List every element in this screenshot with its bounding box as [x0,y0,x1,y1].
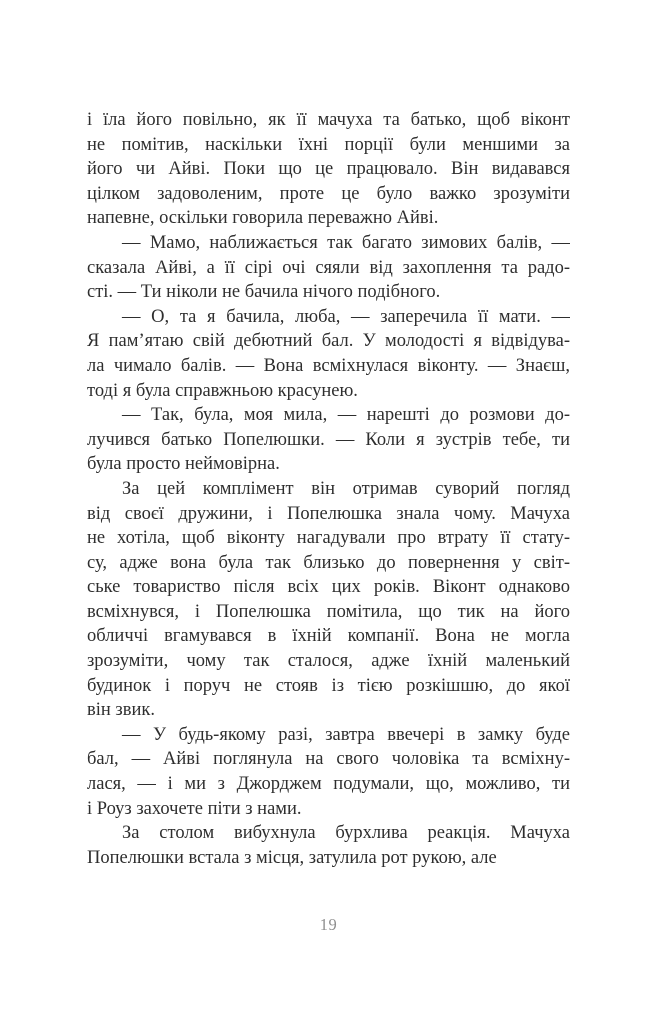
text-line: будинок і поруч не стояв із тією розкішшю, до якої [87,675,570,696]
text-line: була просто неймовірна. [87,454,280,475]
text-line: і їла його повільно, як її мачуха та батько, щоб віконт [87,110,570,130]
text-line: цілком задоволеним, проте це було важко зрозуміти [87,183,570,204]
text-line: су, адже вона була так близько до повернення у світ- [87,552,570,573]
text-line: За столом вибухнула бурхлива реакція. Мачуха [122,823,570,844]
page-number: 19 [319,915,338,934]
paragraph [87,477,570,723]
text-line: його чи Айві. Поки що це працювало. Він видавався [87,159,570,180]
paragraph [87,231,570,305]
text-line: напевне, оскільки говорила переважно Айві. [87,208,439,229]
text-line: ла чимало балів. — Вона всміхнулася віконту. — Знаєш, [87,355,570,376]
text-line: бал, — Айві поглянула на свого чоловіка та всміхну- [87,749,570,770]
text-line: Попелюшки встала з місця, затулила рот рукою, але [87,847,497,868]
text-line: він звик. [87,700,155,721]
text-line: не хотіла, щоб віконту нагадували про втрату її стату- [87,528,570,549]
text-line: сказала Айві, а її сірі очі сяяли від захоплення та радо- [87,257,570,278]
text-line: обличчі вгамувався в їхній компанії. Вона не могла [87,626,570,647]
text-line: тоді я була справжньою красунею. [87,380,358,401]
paragraph [87,108,570,231]
text-line: і Роуз захочете піти з нами. [87,798,302,819]
text-line: Я пам’ятаю свій дебютний бал. У молодості я відвідува- [87,331,570,352]
paragraph [87,821,570,870]
text-line: всміхнувся, і Попелюшка помітила, що тик на його [87,601,570,622]
paragraph [87,403,570,477]
text-line: від своєї дружини, і Попелюшка знала чому. Мачуха [87,503,570,524]
text-line: лася, — і ми з Джорджем подумали, що, можливо, ти [87,774,570,795]
page-text [87,108,570,870]
text-line: зрозуміти, чому так сталося, адже їхній маленький [87,651,570,672]
paragraph [87,723,570,821]
text-line: За цей комплімент він отримав суворий погляд [122,478,570,499]
text-line: — Мамо, наближається так багато зимових балів, — [122,232,570,253]
text-line: — У будь-якому разі, завтра ввечері в замку буде [122,724,570,745]
text-line: — Так, була, моя мила, — нарешті до розмови до- [122,405,570,426]
text-line: лучився батько Попелюшки. — Коли я зустрів тебе, ти [87,429,570,450]
text-line: — О, та я бачила, люба, — заперечила її мати. — [122,306,570,327]
text-line: ське товариство після всіх цих років. Віконт однаково [87,577,570,598]
text-line: не помітив, наскільки їхні порції були меншими за [87,134,570,155]
paragraph [87,305,570,403]
text-line: сті. — Ти ніколи не бачила нічого подібного. [87,282,441,303]
